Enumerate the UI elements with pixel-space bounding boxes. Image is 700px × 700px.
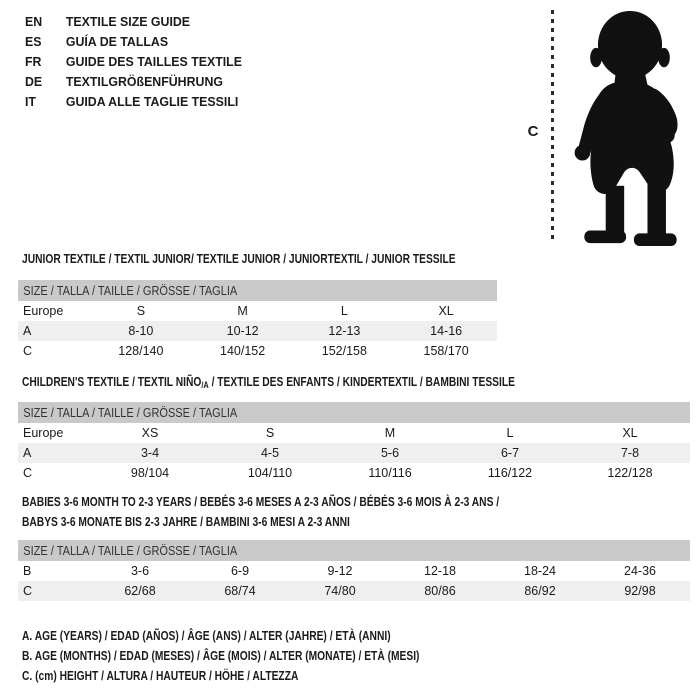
table-cell: 4-5 [260, 446, 280, 460]
language-label: GUIDA ALLE TAGLIE TESSILI [65, 94, 239, 109]
table-cell: 80/86 [424, 584, 456, 598]
row-label: A [23, 324, 32, 338]
table-row [18, 423, 690, 443]
measurement-legend [22, 626, 419, 686]
table-row [18, 561, 690, 581]
table-cell: 104/110 [247, 466, 293, 480]
table-cell: 18-24 [524, 564, 556, 578]
language-label: TEXTILGRÖßENFÜHRUNG [65, 74, 223, 89]
babies-table-title [22, 492, 499, 532]
table-cell: 128/140 [118, 344, 164, 358]
table-cell: 10-12 [226, 324, 259, 338]
height-measure-line [551, 10, 554, 244]
children-size-table [18, 402, 690, 483]
language-row-fr [25, 52, 242, 72]
size-header-label: SIZE / TALLA / TAILLE / GRÖSSE / TAGLIA [23, 406, 238, 420]
children-title-part2: / TEXTILE DES ENFANTS / KINDERTEXTIL / BAMBINI TESSILE [208, 375, 515, 389]
table-cell: 140/152 [220, 344, 266, 358]
babies-size-table [18, 540, 690, 601]
table-row [18, 463, 690, 483]
table-cell: S [136, 304, 146, 318]
size-header-bar [18, 540, 690, 561]
table-cell: 24-36 [624, 564, 656, 578]
junior-size-table [18, 280, 497, 361]
table-row [18, 341, 497, 361]
legend-age-months: B. AGE (MONTHS) / EDAD (MESES) / ÂGE (MOIS) / ALTER (MONATE) / ETÀ (MESI) [22, 649, 420, 663]
row-label: A [23, 446, 32, 460]
table-cell: M [384, 426, 396, 440]
legend-age-years: A. AGE (YEARS) / EDAD (AÑOS) / ÂGE (ANS) / ALTER (JAHRE) / ETÀ (ANNI) [22, 629, 391, 643]
table-row [18, 321, 497, 341]
language-code: FR [25, 54, 42, 69]
table-cell: 62/68 [124, 584, 156, 598]
row-label: B [23, 564, 32, 578]
table-cell: 92/98 [624, 584, 656, 598]
row-label: Europe [23, 304, 64, 318]
table-cell: XL [438, 304, 454, 318]
language-code: ES [25, 34, 42, 49]
table-cell: 12-13 [328, 324, 361, 338]
table-cell: 86/92 [524, 584, 556, 598]
row-label: C [23, 344, 33, 358]
table-cell: 158/170 [423, 344, 469, 358]
language-row-de [25, 72, 242, 92]
babies-title-line2: BABYS 3-6 MONATE BIS 2-3 JAHRE / BAMBINI 3-6 MESI A 2-3 ANNI [22, 515, 350, 529]
height-measure-label: C [527, 123, 539, 140]
language-code: EN [25, 14, 43, 29]
table-cell: 74/80 [324, 584, 356, 598]
table-cell: 8-10 [128, 324, 154, 338]
children-title-part1: CHILDREN'S TEXTILE / TEXTIL NIÑO [22, 375, 202, 389]
size-header-label: SIZE / TALLA / TAILLE / GRÖSSE / TAGLIA [23, 544, 238, 558]
table-cell: 6-7 [500, 446, 520, 460]
language-code: DE [25, 74, 43, 89]
junior-table-title: JUNIOR TEXTILE / TEXTIL JUNIOR/ TEXTILE JUNIOR / JUNIORTEXTIL / JUNIOR TESSILE [22, 252, 456, 266]
row-label: Europe [23, 426, 64, 440]
table-cell: 116/122 [487, 466, 533, 480]
row-label: C [23, 584, 33, 598]
table-cell: 3-4 [140, 446, 160, 460]
table-cell: L [340, 304, 348, 318]
table-cell: XL [622, 426, 638, 440]
table-cell: M [237, 304, 248, 318]
table-cell: XS [141, 426, 159, 440]
table-cell: 68/74 [224, 584, 256, 598]
table-cell: 9-12 [327, 564, 353, 578]
table-cell: 98/104 [130, 466, 170, 480]
size-header-bar [18, 280, 497, 301]
table-cell: 122/128 [607, 466, 653, 480]
children-title-subscript: /A [201, 380, 209, 390]
table-cell: 5-6 [380, 446, 400, 460]
babies-title-line1: BABIES 3-6 MONTH TO 2-3 YEARS / BEBÉS 3-6 MESES A 2-3 AÑOS / BÉBÉS 3-6 MOIS À 2-3 ANS / [22, 495, 500, 509]
language-list [25, 12, 242, 112]
row-label: C [23, 466, 33, 480]
legend-height-cm: C. (cm) HEIGHT / ALTURA / HAUTEUR / HÖHE / ALTEZZA [22, 669, 299, 683]
table-row [18, 581, 690, 601]
table-cell: S [265, 426, 275, 440]
table-cell: L [506, 426, 514, 440]
table-cell: 12-18 [424, 564, 456, 578]
language-row-it [25, 92, 242, 112]
table-cell: 6-9 [230, 564, 250, 578]
language-label: GUIDE DES TAILLES TEXTILE [65, 54, 242, 69]
children-table-title [22, 375, 515, 390]
table-cell: 110/116 [368, 466, 412, 480]
table-cell: 3-6 [130, 564, 150, 578]
language-row-es [25, 32, 242, 52]
size-header-label: SIZE / TALLA / TAILLE / GRÖSSE / TAGLIA [23, 284, 238, 298]
table-row [18, 443, 690, 463]
language-code: IT [25, 94, 36, 109]
table-cell: 7-8 [620, 446, 640, 460]
table-row [18, 301, 497, 321]
table-cell: 14-16 [430, 324, 463, 338]
toddler-silhouette-icon [562, 8, 698, 248]
language-row-en [25, 12, 242, 32]
size-header-bar [18, 402, 690, 423]
language-label: TEXTILE SIZE GUIDE [65, 14, 191, 29]
table-cell: 152/158 [321, 344, 367, 358]
language-label: GUÍA DE TALLAS [65, 34, 169, 49]
